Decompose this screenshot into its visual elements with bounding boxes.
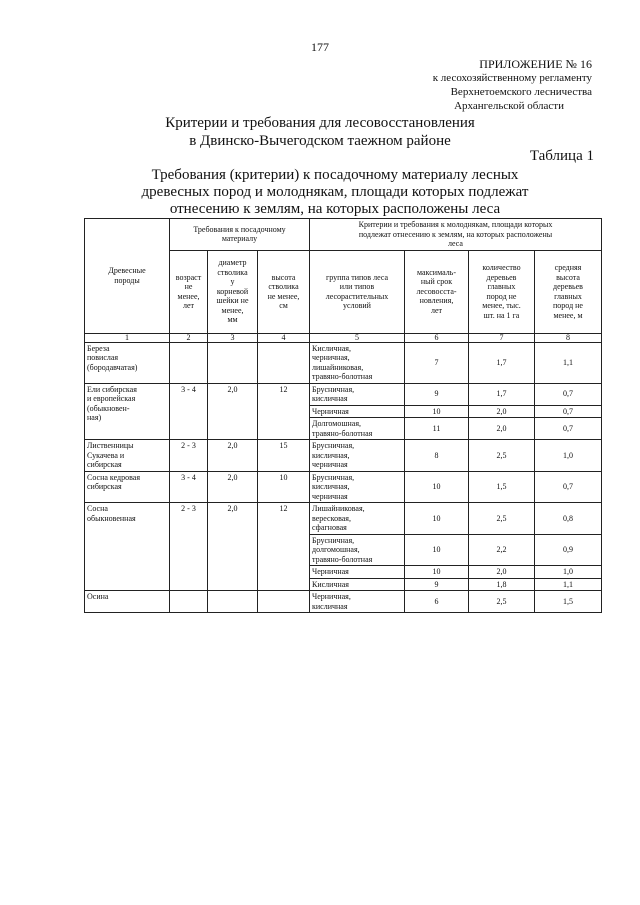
species-cell: Береза повислая (бородавчатая) xyxy=(85,342,170,383)
table-row xyxy=(85,440,602,472)
appendix-title: ПРИЛОЖЕНИЕ № 16 xyxy=(479,57,592,71)
max-term-cell: 7 xyxy=(405,342,469,383)
requirements-title-line-2: древесных пород и молоднякам, площади которых подлежат xyxy=(141,184,529,200)
tree-count-cell: 2,5 xyxy=(469,591,535,613)
forest-type-cell: Лишайниковая, вересковая, сфагновая xyxy=(310,503,405,535)
header-age: возраст не менее, лет xyxy=(170,250,208,333)
species-cell: Лиственницы Сукачева и сибирская xyxy=(85,440,170,472)
age-cell: 3 - 4 xyxy=(170,383,208,440)
forest-type-cell: Брусничная, кисличная, черничная xyxy=(310,440,405,472)
height-cell: 12 xyxy=(258,383,310,440)
column-number: 8 xyxy=(535,333,602,342)
table-row xyxy=(85,342,602,383)
tree-count-cell: 2,2 xyxy=(469,534,535,566)
forest-type-cell: Черничная xyxy=(310,566,405,579)
forest-type-cell: Кисличная xyxy=(310,578,405,591)
forest-type-cell: Брусничная, кисличная, черничная xyxy=(310,471,405,503)
max-term-cell: 6 xyxy=(405,591,469,613)
avg-height-cell: 1,1 xyxy=(535,342,602,383)
header-diameter: диаметр стволика у корневой шейки не менее, мм xyxy=(208,250,258,333)
forest-type-cell: Брусничная, долгомошная, травяно-болотная xyxy=(310,534,405,566)
age-cell xyxy=(170,591,208,613)
forest-type-cell: Долгомошная, травяно-болотная xyxy=(310,418,405,440)
tree-count-cell: 2,0 xyxy=(469,418,535,440)
column-number: 7 xyxy=(469,333,535,342)
max-term-cell: 10 xyxy=(405,405,469,418)
appendix-regulation-line: к лесохозяйственному регламенту xyxy=(432,72,592,84)
requirements-title-line-3: отнесению к землям, на которых расположены леса xyxy=(169,201,501,217)
table-number: Таблица 1 xyxy=(529,148,594,164)
header-height: высота стволика не менее, см xyxy=(258,250,310,333)
header-max-term: максималь- ный срок лесовосста- новления, лет xyxy=(405,250,469,333)
height-cell: 12 xyxy=(258,503,310,591)
avg-height-cell: 1,0 xyxy=(535,440,602,472)
avg-height-cell: 0,8 xyxy=(535,503,602,535)
avg-height-cell: 1,5 xyxy=(535,591,602,613)
species-cell: Сосна обыкновенная xyxy=(85,503,170,591)
age-cell: 2 - 3 xyxy=(170,503,208,591)
header-forest-type: группа типов леса или типов лесорастительных условий xyxy=(310,250,405,333)
forest-type-cell: Кисличная, черничная, лишайниковая, травяно-болотная xyxy=(310,342,405,383)
tree-count-cell: 1,7 xyxy=(469,383,535,405)
criteria-title-line-1: Критерии и требования для лесовосстановления xyxy=(165,115,475,131)
height-cell: 15 xyxy=(258,440,310,472)
species-cell: Сосна кедровая сибирская xyxy=(85,471,170,503)
max-term-cell: 10 xyxy=(405,503,469,535)
avg-height-cell: 0,7 xyxy=(535,471,602,503)
height-cell xyxy=(258,591,310,613)
avg-height-cell: 1,1 xyxy=(535,578,602,591)
requirements-title-line-1: Требования (критерии) к посадочному материалу лесных xyxy=(151,167,519,183)
forest-type-cell: Черничная xyxy=(310,405,405,418)
table-row xyxy=(85,591,602,613)
header-planting-material-group: Требования к посадочному материалу xyxy=(170,219,310,251)
header-tree-count: количество деревьев главных пород не менее, тыс. шт. на 1 га xyxy=(469,250,535,333)
avg-height-cell: 0,7 xyxy=(535,405,602,418)
diameter-cell: 2,0 xyxy=(208,471,258,503)
max-term-cell: 11 xyxy=(405,418,469,440)
height-cell: 10 xyxy=(258,471,310,503)
appendix-region-line: Архангельской области xyxy=(454,100,564,112)
appendix-forestry-line: Верхнетоемского лесничества xyxy=(450,86,592,98)
table-row xyxy=(85,503,602,535)
avg-height-cell: 0,7 xyxy=(535,418,602,440)
table-row xyxy=(85,471,602,503)
header-young-stands-group: Критерии и требования к молоднякам, площади которых подлежат отнесению к землям, на которых расположены леса xyxy=(310,219,602,251)
species-cell: Осина xyxy=(85,591,170,613)
column-number: 2 xyxy=(170,333,208,342)
tree-count-cell: 2,0 xyxy=(469,405,535,418)
tree-count-cell: 2,5 xyxy=(469,503,535,535)
diameter-cell: 2,0 xyxy=(208,383,258,440)
forest-type-cell: Черничная, кисличная xyxy=(310,591,405,613)
column-number: 6 xyxy=(405,333,469,342)
diameter-cell xyxy=(208,591,258,613)
table-row xyxy=(85,383,602,405)
column-number: 3 xyxy=(208,333,258,342)
requirements-table xyxy=(84,218,602,613)
diameter-cell xyxy=(208,342,258,383)
tree-count-cell: 2,5 xyxy=(469,440,535,472)
height-cell xyxy=(258,342,310,383)
age-cell: 3 - 4 xyxy=(170,471,208,503)
avg-height-cell: 0,9 xyxy=(535,534,602,566)
forest-type-cell: Брусничная, кисличная xyxy=(310,383,405,405)
column-numbers-row xyxy=(85,333,602,342)
column-number: 5 xyxy=(310,333,405,342)
tree-count-cell: 1,7 xyxy=(469,342,535,383)
page-number: 177 xyxy=(311,40,329,54)
diameter-cell: 2,0 xyxy=(208,440,258,472)
avg-height-cell: 1,0 xyxy=(535,566,602,579)
header-species: Древесные породы xyxy=(85,219,170,334)
max-term-cell: 8 xyxy=(405,440,469,472)
species-cell: Ели сибирская и европейская (обыкновен- ная) xyxy=(85,383,170,440)
max-term-cell: 10 xyxy=(405,471,469,503)
tree-count-cell: 2,0 xyxy=(469,566,535,579)
criteria-title-line-2: в Двинско-Вычегодском таежном районе xyxy=(189,133,451,149)
header-avg-height: средняя высота деревьев главных пород не менее, м xyxy=(535,250,602,333)
max-term-cell: 10 xyxy=(405,566,469,579)
tree-count-cell: 1,8 xyxy=(469,578,535,591)
max-term-cell: 10 xyxy=(405,534,469,566)
tree-count-cell: 1,5 xyxy=(469,471,535,503)
age-cell: 2 - 3 xyxy=(170,440,208,472)
diameter-cell: 2,0 xyxy=(208,503,258,591)
avg-height-cell: 0,7 xyxy=(535,383,602,405)
column-number: 4 xyxy=(258,333,310,342)
age-cell xyxy=(170,342,208,383)
max-term-cell: 9 xyxy=(405,578,469,591)
max-term-cell: 9 xyxy=(405,383,469,405)
column-number: 1 xyxy=(85,333,170,342)
